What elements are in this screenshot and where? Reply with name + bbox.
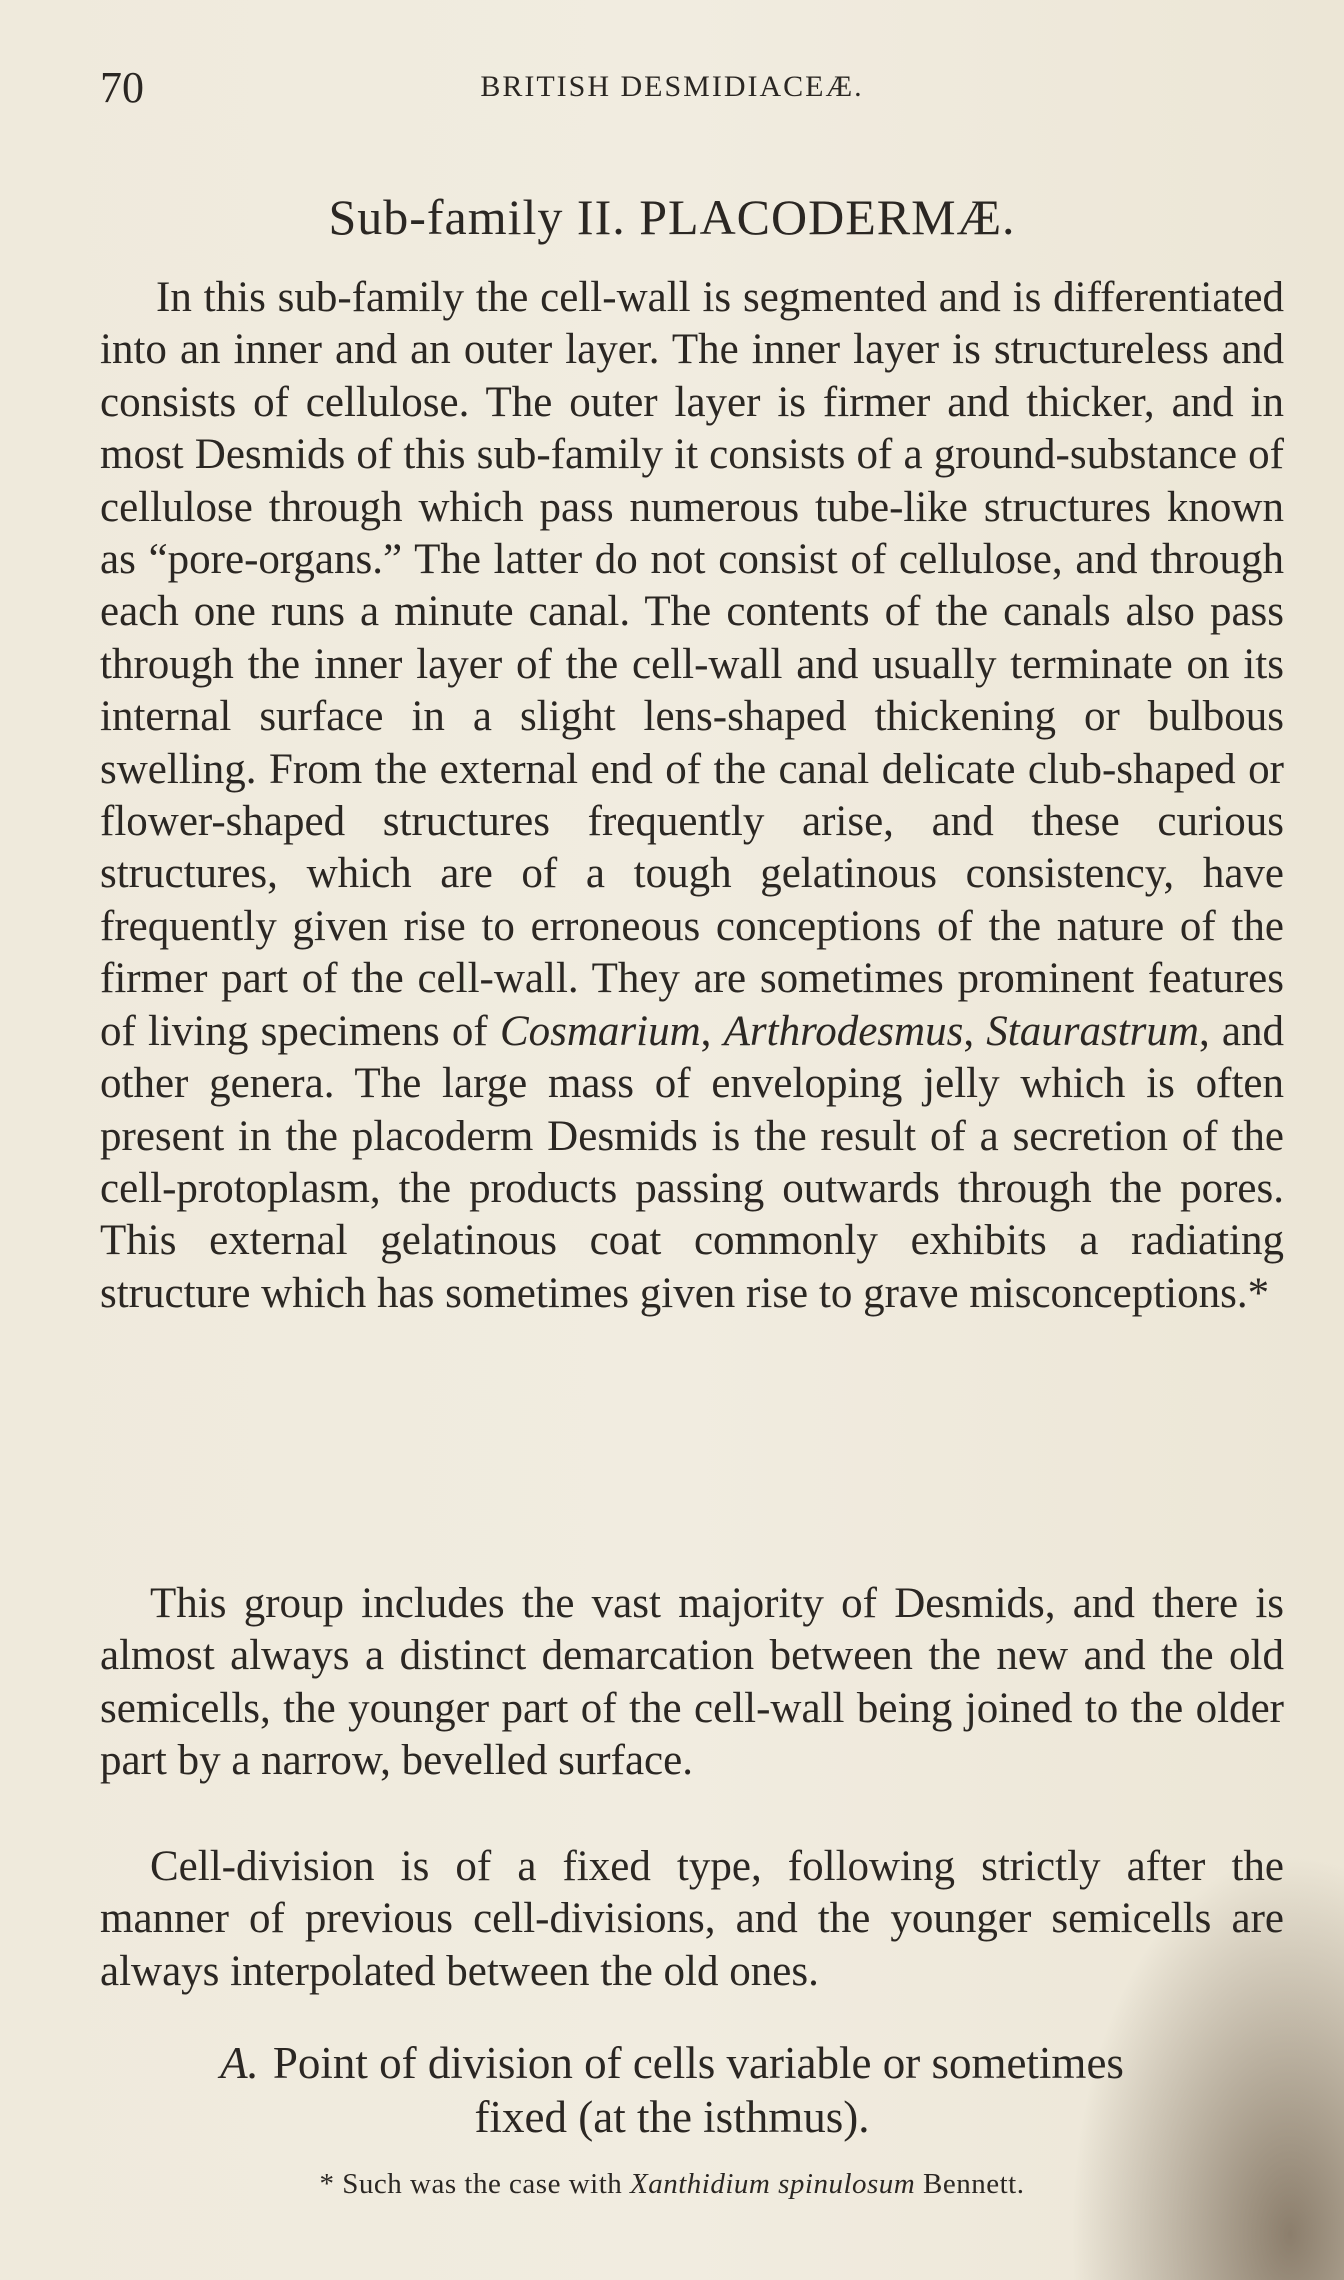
separator-2: , [963, 1007, 987, 1055]
footnote [0, 2168, 1344, 2201]
key-text-line-2: fixed (at the isthmus). [474, 2092, 870, 2142]
separator-1: , [700, 1007, 724, 1055]
key-text-line-1: Point of division of cells variable or sometimes [272, 2038, 1124, 2088]
genus-staurastrum: Staurastrum [986, 1007, 1199, 1055]
footnote-prefix: * Such was the case with [319, 2168, 631, 2200]
paragraph-1-text-a: In this sub-family the cell-wall is segmented and is differentiated into an inner and an outer layer. The inner layer is structureless and consists of cellulose. The outer layer is firmer and thicker, and in most Desmids of this sub-family it consists of a ground-substance of cellulose through which pass numerous tube-like structures known as “pore-organs.” The latter do not consist of cellulose, and through each one runs a minute canal. The contents of the canals also pass through the inner layer of the cell-wall and usually terminate on its internal surface in a slight lens-shaped thickening or bulbous swelling. From the external end of the canal delicate club-shaped or flower-shaped structures frequently arise, and these curious structures, which are of a tough gelatinous consistency, have frequently given rise to erroneous conceptions of the nature of the firmer part of the cell-wall. They are sometimes prominent features of living specimens of [100, 274, 1284, 1055]
page-number: 70 [100, 63, 144, 112]
section-heading: Sub-family II. PLACODERMÆ. [328, 189, 1016, 245]
page-header [100, 62, 1244, 112]
paragraph-2: This group includes the vast majority of Desmids, and there is almost always a distinct demarcation between the new and the old semicells, the younger part of the cell-wall being joined to the older part by a narrow, bevelled surface. [100, 1580, 1284, 1785]
key-section-a [0, 2036, 1344, 2144]
footnote-suffix: Bennett. [915, 2168, 1025, 2200]
running-head: BRITISH DESMIDIACEÆ. [480, 70, 864, 103]
genus-arthrodesmus: Arthrodesmus [723, 1007, 964, 1055]
paragraph-3: Cell-division is of a fixed type, following strictly after the manner of previous cell-divisions, and the younger semicells are always interpolated between the old ones. [100, 1843, 1284, 1995]
key-section-a-line-1 [0, 2036, 1344, 2090]
genus-cosmarium: Cosmarium [499, 1007, 701, 1055]
paragraph-1-text-b: , and other genera. The large mass of enveloping jelly which is often present in the placoderm Desmids is the result of a secretion of the cell-protoplasm, the products passing outwards through the pores. This external gelatinous coat commonly exhibits a radiating structure which has sometimes given rise to grave misconceptions.* [100, 1007, 1285, 1317]
key-label: A. [220, 2038, 259, 2088]
footnote-species: Xanthidium spinulosum [630, 2168, 916, 2200]
paragraph-1 [100, 272, 1284, 1320]
